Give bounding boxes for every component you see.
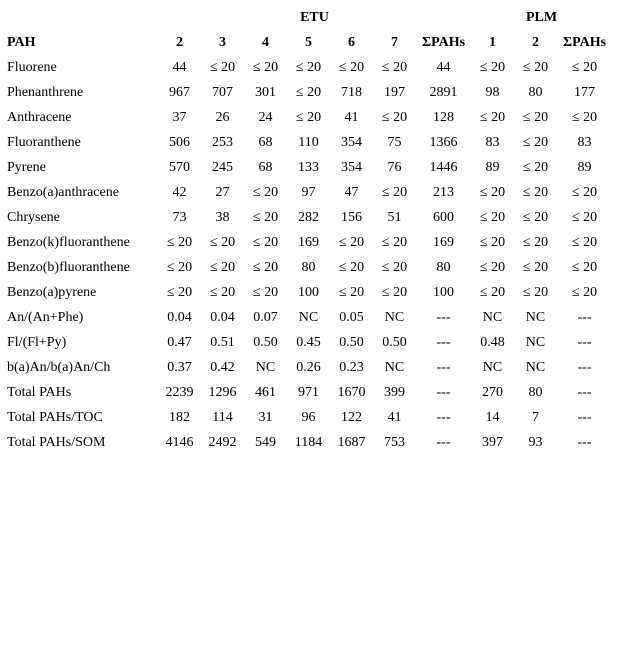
- table-cell: NC: [384, 309, 405, 325]
- table-cell: ≤ 20: [252, 234, 279, 250]
- row-label: Benzo(a)pyrene: [7, 284, 97, 300]
- table-cell: 68: [258, 134, 273, 150]
- table-cell: 967: [169, 84, 190, 100]
- table-cell: ≤ 20: [338, 284, 365, 300]
- table-cell: ≤ 20: [209, 234, 236, 250]
- table-cell: 51: [387, 209, 402, 225]
- table-cell: ≤ 20: [522, 184, 549, 200]
- row-label: An/(An+Phe): [7, 309, 84, 325]
- table-cell: ≤ 20: [571, 209, 598, 225]
- table-cell: ---: [577, 409, 592, 425]
- table-cell: 24: [258, 109, 273, 125]
- table-row: [4, 330, 612, 355]
- table-cell: ≤ 20: [522, 59, 549, 75]
- table-cell: 42: [172, 184, 187, 200]
- table-cell: ≤ 20: [571, 184, 598, 200]
- table-cell: ≤ 20: [338, 59, 365, 75]
- table-cell: 197: [384, 84, 405, 100]
- table-cell: ≤ 20: [295, 59, 322, 75]
- table-cell: 971: [298, 384, 319, 400]
- table-body: [4, 55, 612, 455]
- table-cell: 68: [258, 159, 273, 175]
- table-row: [4, 80, 612, 105]
- table-cell: 177: [574, 84, 595, 100]
- table-cell: 397: [482, 434, 503, 450]
- table-cell: ≤ 20: [209, 259, 236, 275]
- column-header: ΣPAHs: [421, 34, 466, 50]
- table-row: [4, 405, 612, 430]
- table-cell: ≤ 20: [166, 284, 193, 300]
- table-cell: ---: [577, 384, 592, 400]
- table-cell: 1670: [337, 384, 366, 400]
- table-cell: 461: [255, 384, 276, 400]
- table-cell: ---: [577, 434, 592, 450]
- table-cell: 253: [212, 134, 233, 150]
- table-cell: ≤ 20: [479, 259, 506, 275]
- table-cell: 83: [485, 134, 500, 150]
- table-cell: NC: [482, 309, 503, 325]
- table-cell: 110: [298, 134, 319, 150]
- table-cell: 44: [436, 59, 451, 75]
- column-header: 7: [391, 34, 398, 50]
- table-cell: 1366: [429, 134, 458, 150]
- table-cell: NC: [298, 309, 319, 325]
- table-row: [4, 230, 612, 255]
- table-cell: 1687: [337, 434, 366, 450]
- table-cell: NC: [525, 309, 546, 325]
- table-cell: 213: [433, 184, 454, 200]
- group-plm: PLM: [525, 9, 558, 25]
- table-cell: ---: [436, 434, 451, 450]
- table-cell: 26: [215, 109, 230, 125]
- table-cell: ≤ 20: [479, 284, 506, 300]
- table-row: [4, 355, 612, 380]
- row-label: Pyrene: [7, 159, 46, 175]
- table-cell: NC: [525, 359, 546, 375]
- table-cell: ---: [436, 409, 451, 425]
- table-cell: ≤ 20: [479, 234, 506, 250]
- table-cell: 89: [577, 159, 592, 175]
- column-header-row: [4, 30, 612, 55]
- table-cell: 169: [298, 234, 319, 250]
- table-cell: 73: [172, 209, 187, 225]
- table-cell: ---: [577, 334, 592, 350]
- row-label: Fl/(Fl+Py): [7, 334, 67, 350]
- table-cell: 0.04: [167, 309, 192, 325]
- table-cell: 0.42: [210, 359, 235, 375]
- table-cell: 0.26: [296, 359, 321, 375]
- table-cell: 80: [528, 84, 543, 100]
- table-cell: 0.51: [210, 334, 235, 350]
- table-cell: 75: [387, 134, 402, 150]
- row-label: Benzo(a)anthracene: [7, 184, 119, 200]
- table-cell: ≤ 20: [479, 209, 506, 225]
- table-cell: ≤ 20: [381, 184, 408, 200]
- table-cell: 14: [485, 409, 500, 425]
- table-cell: ---: [436, 359, 451, 375]
- table-cell: 354: [341, 134, 362, 150]
- table-row: [4, 55, 612, 80]
- table-cell: ≤ 20: [381, 59, 408, 75]
- table-cell: 80: [301, 259, 316, 275]
- row-label: Total PAHs: [7, 384, 72, 400]
- table-cell: 1296: [208, 384, 237, 400]
- table-row: [4, 380, 612, 405]
- table-cell: 41: [387, 409, 402, 425]
- table-cell: 122: [341, 409, 362, 425]
- table-cell: 44: [172, 59, 187, 75]
- table-cell: ≤ 20: [522, 284, 549, 300]
- table-cell: 600: [433, 209, 454, 225]
- row-label: b(a)An/b(a)An/Ch: [7, 359, 111, 375]
- table-cell: 27: [215, 184, 230, 200]
- table-cell: 0.23: [339, 359, 364, 375]
- column-header: 4: [262, 34, 269, 50]
- table-row: [4, 105, 612, 130]
- row-label: Chrysene: [7, 209, 60, 225]
- table-cell: ≤ 20: [252, 284, 279, 300]
- row-label: Total PAHs/SOM: [7, 434, 106, 450]
- table-cell: 2239: [165, 384, 194, 400]
- table-cell: 506: [169, 134, 190, 150]
- table-cell: 753: [384, 434, 405, 450]
- table-cell: NC: [482, 359, 503, 375]
- column-header: 5: [305, 34, 312, 50]
- table-cell: 133: [298, 159, 319, 175]
- table-cell: ≤ 20: [522, 209, 549, 225]
- group-etu: ETU: [300, 9, 329, 25]
- table-row: [4, 305, 612, 330]
- table-cell: 47: [344, 184, 359, 200]
- table-cell: 93: [528, 434, 543, 450]
- table-cell: 80: [528, 384, 543, 400]
- table-cell: 0.50: [339, 334, 364, 350]
- table-cell: 100: [433, 284, 454, 300]
- empty-cell: [4, 5, 158, 30]
- table-cell: ≤ 20: [252, 184, 279, 200]
- table-cell: ≤ 20: [252, 59, 279, 75]
- table-cell: 100: [298, 284, 319, 300]
- column-header: 2: [532, 34, 539, 50]
- table-row: [4, 155, 612, 180]
- table-cell: 7: [532, 409, 539, 425]
- column-header: 1: [489, 34, 496, 50]
- table-cell: 0.47: [167, 334, 192, 350]
- table-cell: 169: [433, 234, 454, 250]
- table-cell: 2891: [429, 84, 458, 100]
- table-cell: ≤ 20: [252, 209, 279, 225]
- table-cell: 270: [482, 384, 503, 400]
- table-cell: 83: [577, 134, 592, 150]
- table-cell: 1446: [429, 159, 458, 175]
- table-row: [4, 180, 612, 205]
- table-cell: 0.50: [253, 334, 278, 350]
- row-label: Fluoranthene: [7, 134, 81, 150]
- table-cell: 0.07: [253, 309, 278, 325]
- table-cell: ≤ 20: [479, 109, 506, 125]
- table-cell: ≤ 20: [571, 109, 598, 125]
- table-cell: ≤ 20: [571, 259, 598, 275]
- table-cell: ≤ 20: [479, 59, 506, 75]
- table-cell: ≤ 20: [166, 259, 193, 275]
- table-cell: 156: [341, 209, 362, 225]
- table-row: [4, 430, 612, 455]
- table-cell: NC: [384, 359, 405, 375]
- table-cell: 0.45: [296, 334, 321, 350]
- table-cell: ≤ 20: [295, 109, 322, 125]
- table-cell: 1184: [294, 434, 323, 450]
- table-cell: 707: [212, 84, 233, 100]
- table-cell: 0.04: [210, 309, 235, 325]
- table-cell: ≤ 20: [522, 109, 549, 125]
- table-cell: 0.37: [167, 359, 192, 375]
- table-cell: 718: [341, 84, 362, 100]
- table-cell: 570: [169, 159, 190, 175]
- row-label: Phenanthrene: [7, 84, 84, 100]
- table-cell: 97: [301, 184, 316, 200]
- table-cell: ≤ 20: [522, 234, 549, 250]
- table-cell: ≤ 20: [381, 284, 408, 300]
- table-cell: ≤ 20: [479, 184, 506, 200]
- row-label: Benzo(b)fluoranthene: [7, 259, 130, 275]
- table-cell: ---: [577, 309, 592, 325]
- table-cell: 96: [301, 409, 316, 425]
- table-cell: ≤ 20: [338, 234, 365, 250]
- table-cell: 98: [485, 84, 500, 100]
- table-cell: ≤ 20: [252, 259, 279, 275]
- table-cell: 80: [436, 259, 451, 275]
- table-cell: ---: [436, 334, 451, 350]
- group-header-row: [4, 5, 612, 30]
- table-cell: 301: [255, 84, 276, 100]
- table-cell: ≤ 20: [571, 234, 598, 250]
- column-header: ΣPAHs: [562, 34, 607, 50]
- table-cell: 76: [387, 159, 402, 175]
- table-cell: 89: [485, 159, 500, 175]
- table-cell: 2492: [208, 434, 237, 450]
- table-cell: ---: [436, 384, 451, 400]
- table-cell: 245: [212, 159, 233, 175]
- table-cell: 182: [169, 409, 190, 425]
- row-label: Anthracene: [7, 109, 72, 125]
- row-label: Fluorene: [7, 59, 57, 75]
- table-cell: ≤ 20: [522, 159, 549, 175]
- table-cell: ≤ 20: [381, 234, 408, 250]
- table-cell: ≤ 20: [571, 59, 598, 75]
- table-cell: 399: [384, 384, 405, 400]
- table-cell: 37: [172, 109, 187, 125]
- table-cell: 41: [344, 109, 359, 125]
- table-cell: 0.50: [382, 334, 407, 350]
- table-cell: ≤ 20: [209, 284, 236, 300]
- table-row: [4, 280, 612, 305]
- table-cell: ≤ 20: [338, 259, 365, 275]
- table-cell: ≤ 20: [381, 259, 408, 275]
- column-header: 3: [219, 34, 226, 50]
- table-cell: 354: [341, 159, 362, 175]
- table-cell: 0.48: [480, 334, 505, 350]
- table-cell: NC: [255, 359, 276, 375]
- table-cell: ≤ 20: [381, 109, 408, 125]
- table-cell: 4146: [165, 434, 194, 450]
- table-row: [4, 205, 612, 230]
- column-header-pah: PAH: [7, 34, 36, 50]
- table-cell: 549: [255, 434, 276, 450]
- table-cell: ---: [577, 359, 592, 375]
- column-header: 6: [348, 34, 355, 50]
- table-cell: ≤ 20: [522, 259, 549, 275]
- table-cell: ≤ 20: [166, 234, 193, 250]
- table-cell: 38: [215, 209, 230, 225]
- table-cell: 282: [298, 209, 319, 225]
- table-cell: ---: [436, 309, 451, 325]
- row-label: Benzo(k)fluoranthene: [7, 234, 130, 250]
- table-cell: 31: [258, 409, 273, 425]
- table-cell: 114: [212, 409, 233, 425]
- table-cell: NC: [525, 334, 546, 350]
- table-cell: 0.05: [339, 309, 364, 325]
- table-cell: ≤ 20: [209, 59, 236, 75]
- table-row: [4, 130, 612, 155]
- table-cell: 128: [433, 109, 454, 125]
- table-cell: ≤ 20: [571, 284, 598, 300]
- row-label: Total PAHs/TOC: [7, 409, 103, 425]
- table-cell: ≤ 20: [295, 84, 322, 100]
- pah-table: [4, 5, 612, 455]
- table-row: [4, 255, 612, 280]
- column-header: 2: [176, 34, 183, 50]
- table-cell: ≤ 20: [522, 134, 549, 150]
